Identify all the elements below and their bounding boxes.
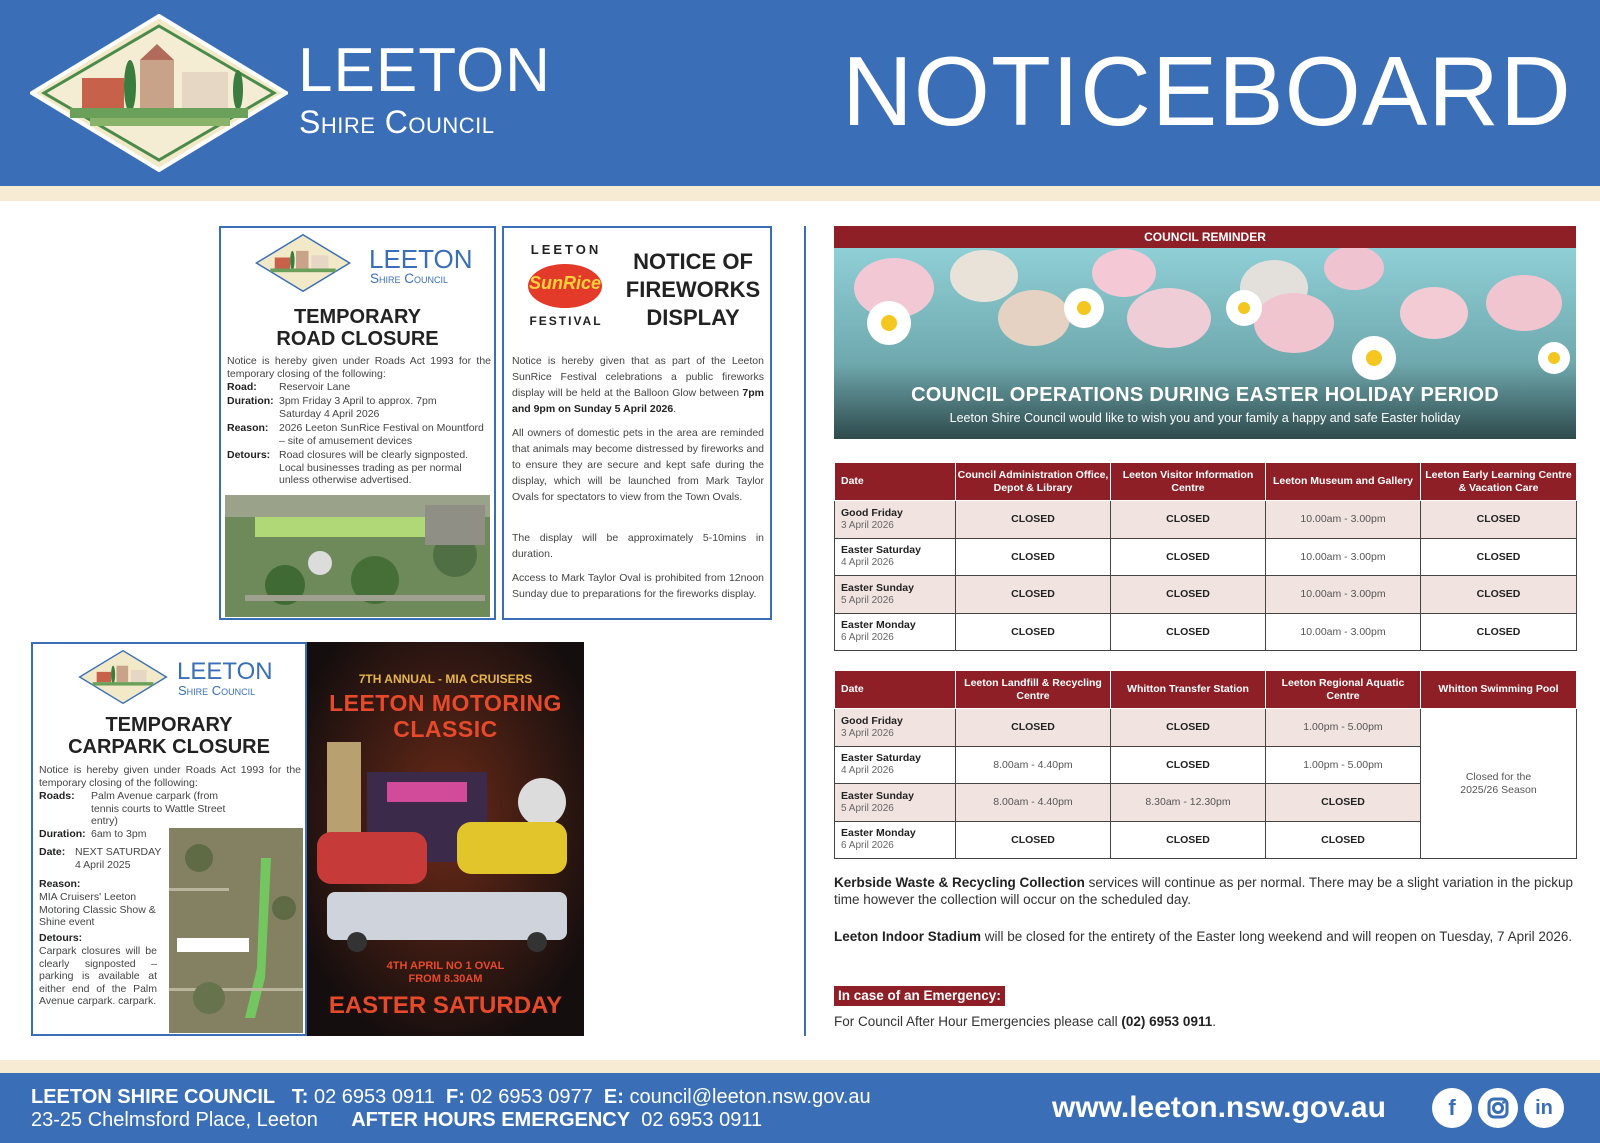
column-header: Date: [835, 671, 956, 709]
table-cell: 8.30am - 12.30pm: [1111, 784, 1266, 822]
poster-details-line2: FROM 8.30AM: [408, 973, 483, 985]
table-cell: 1.00pm - 5.00pm: [1266, 746, 1421, 784]
road-closure-notice: [219, 226, 496, 620]
table-cell: CLOSED: [956, 709, 1111, 747]
emergency-note: For Council After Hour Emergencies please call (02) 6953 0911.: [834, 1014, 1216, 1029]
reason-value: MIA Cruisers' Leeton Motoring Classic Show & Shine event: [39, 891, 156, 929]
table-row: [835, 576, 1577, 614]
table-cell: CLOSED: [1421, 501, 1577, 539]
notice-title-line1: TEMPORARY: [293, 306, 422, 328]
table-cell: CLOSED: [1111, 576, 1266, 614]
notice-intro: Notice is hereby given under Roads Act 1993 for the temporary closing of the following:: [227, 355, 491, 380]
table-header-row: [835, 463, 1577, 501]
table-cell: CLOSED: [1421, 613, 1577, 651]
fireworks-paragraph-3: The display will be approximately 5-10mins in duration.: [512, 532, 764, 560]
sunrice-badge: [528, 264, 602, 308]
table-cell: 10.00am - 3.00pm: [1266, 501, 1421, 539]
table-header-row: [835, 671, 1577, 709]
date-cell: Good Friday 3 April 2026: [835, 501, 956, 539]
festival-bottom-text: FESTIVAL: [529, 314, 603, 328]
reason-label: Reason:: [227, 422, 269, 434]
fireworks-notice: [502, 226, 772, 620]
table-cell: 10.00am - 3.00pm: [1266, 613, 1421, 651]
column-divider: [804, 226, 806, 1036]
footer-contact-line: LEETON SHIRE COUNCIL T: 02 6953 0911 F: 02 6953 0977 E: council@leeton.nsw.gov.au: [31, 1086, 871, 1108]
notice-title-line1: TEMPORARY: [105, 714, 233, 736]
duration-value: 3pm Friday 3 April to approx. 7pm Saturday 4 April 2026: [279, 395, 437, 420]
council-logo-small: [249, 234, 357, 292]
mini-brand-name: LEETON: [177, 658, 273, 685]
festival-top-text: LEETON: [530, 242, 602, 257]
column-header: Leeton Museum and Gallery: [1266, 463, 1421, 501]
footer-address-line: 23-25 Chelmsford Place, Leeton AFTER HOURS EMERGENCY 02 6953 0911: [31, 1109, 763, 1131]
date-cell: Easter Monday 6 April 2026: [835, 613, 956, 651]
table-cell: CLOSED: [1266, 784, 1421, 822]
sunrice-festival-logo: [520, 242, 610, 334]
table-cell: CLOSED: [1111, 538, 1266, 576]
detours-value: Carpark closures will be clearly signposted – parking is available at either end of the Palm Avenue carpark. carpark.: [39, 945, 157, 1008]
table-cell: CLOSED: [956, 576, 1111, 614]
date-label: Date:: [39, 846, 66, 858]
date-cell: Easter Sunday 5 April 2026: [835, 784, 956, 822]
table-cell: 8.00am - 4.40pm: [956, 784, 1111, 822]
reason-value: 2026 Leeton SunRice Festival on Mountford – site of amusement devices: [279, 422, 484, 447]
roads-value: Palm Avenue carpark (from tennis courts to Wattle Street entry): [91, 790, 226, 828]
table-row: [835, 709, 1577, 747]
table-cell: CLOSED: [956, 613, 1111, 651]
fireworks-paragraph-1: Notice is hereby given that as part of the Leeton SunRice Festival celebrations a public fireworks display will be held at the Balloon Glow between 7pm and 9pm on Sunday 5 April 2026.: [512, 355, 764, 415]
duration-value: 6am to 3pm: [91, 828, 147, 840]
emergency-phone-link[interactable]: (02) 6953 0911: [1121, 1014, 1213, 1029]
brand-subtitle: Shire Council: [299, 104, 495, 140]
facebook-icon[interactable]: f: [1432, 1088, 1472, 1128]
road-value: Reservoir Lane: [279, 381, 351, 393]
operations-table-2: [834, 670, 1577, 859]
table-cell: 10.00am - 3.00pm: [1266, 576, 1421, 614]
duration-label: Duration:: [227, 395, 274, 407]
motoring-classic-poster: [307, 642, 584, 1036]
date-cell: Easter Saturday 4 April 2026: [835, 538, 956, 576]
carpark-closure-notice: [31, 642, 307, 1036]
road-label: Road:: [227, 381, 257, 393]
date-cell: Easter Monday 6 April 2026: [835, 821, 956, 859]
table-row: [835, 613, 1577, 651]
fireworks-paragraph-4: Access to Mark Taylor Oval is prohibited from 12noon Sunday due to preparations for the fireworks display.: [512, 572, 764, 600]
table-row: [835, 538, 1577, 576]
website-link[interactable]: www.leeton.nsw.gov.au: [1052, 1091, 1386, 1124]
carpark-closure-map: [169, 828, 303, 1033]
duration-label: Duration:: [39, 828, 86, 840]
detours-value: Road closures will be clearly signposted. Local businesses trading as per normal unless otherwise advertised.: [279, 449, 469, 487]
table-cell: CLOSED: [1111, 501, 1266, 539]
date-value-1: NEXT SATURDAY: [75, 846, 162, 858]
date-cell: Good Friday 3 April 2026: [835, 709, 956, 747]
notice-intro: Notice is hereby given under Roads Act 1993 for the temporary closing of the following:: [39, 764, 301, 789]
emergency-tag: In case of an Emergency:: [834, 986, 1005, 1006]
header-banner: [0, 0, 1600, 186]
reminder-bar: COUNCIL REMINDER: [834, 226, 1576, 248]
kerbside-note: Kerbside Waste & Recycling Collection services will continue as per normal. There may be a slight variation in the pickup time however the collection will occur on the scheduled day.: [834, 875, 1574, 907]
council-logo: [30, 14, 288, 172]
column-header: Leeton Early Learning Centre & Vacation Care: [1421, 463, 1577, 501]
table-cell: CLOSED: [1111, 746, 1266, 784]
operations-table-1: [834, 462, 1577, 651]
sunrice-text: SunRice: [528, 273, 602, 293]
fireworks-title-line2: FIREWORKS: [625, 277, 761, 302]
date-cell: Easter Saturday 4 April 2026: [835, 746, 956, 784]
page-title: NOTICEBOARD: [842, 36, 1572, 146]
roads-label: Roads:: [39, 790, 75, 802]
table-cell: 8.00am - 4.40pm: [956, 746, 1111, 784]
table-cell: CLOSED: [1421, 538, 1577, 576]
brand-name: LEETON: [298, 36, 551, 105]
table-row: [835, 501, 1577, 539]
email-link[interactable]: council@leeton.nsw.gov.au: [629, 1086, 871, 1108]
table-cell: 1.00pm - 5.00pm: [1266, 709, 1421, 747]
mini-brand-name: LEETON: [369, 244, 473, 274]
fireworks-title-line1: NOTICE OF: [633, 249, 753, 274]
table-cell: CLOSED: [956, 821, 1111, 859]
footer-divider: [0, 1060, 1600, 1073]
poster-title-line1: LEETON MOTORING: [329, 690, 562, 716]
notice-title-line2: CARPARK CLOSURE: [68, 736, 270, 758]
date-cell: Easter Sunday 5 April 2026: [835, 576, 956, 614]
fireworks-paragraph-2: All owners of domestic pets in the area are reminded that animals may become distressed by fireworks and to ensure they are secure and kept safe during the display, which will be launched from Mark Taylor Ovals for spectators to view from the Town Ovals.: [512, 427, 764, 503]
column-header: Council Administration Office, Depot & Library: [956, 463, 1111, 501]
column-header: Leeton Regional Aquatic Centre: [1266, 671, 1421, 709]
fireworks-title-line3: DISPLAY: [646, 305, 740, 330]
stadium-note: Leeton Indoor Stadium will be closed for the entirety of the Easter long weekend and will reopen on Tuesday, 7 April 2026.: [834, 929, 1573, 944]
easter-title: COUNCIL OPERATIONS DURING EASTER HOLIDAY PERIOD: [911, 384, 1499, 406]
poster-title-line2: CLASSIC: [393, 716, 498, 742]
easter-banner: [834, 248, 1576, 439]
phone-link[interactable]: 02 6953 0911: [314, 1086, 435, 1108]
column-header: Whitton Transfer Station: [1111, 671, 1266, 709]
column-header: Leeton Visitor Information Centre: [1111, 463, 1266, 501]
council-logo-small: [75, 650, 171, 704]
poster-details-line1: 4TH APRIL NO 1 OVAL: [386, 960, 505, 972]
reason-label: Reason:: [39, 878, 81, 890]
column-header: Whitton Swimming Pool: [1421, 671, 1577, 709]
poster-bottom-line: EASTER SATURDAY: [328, 992, 563, 1019]
table-cell: CLOSED: [956, 501, 1111, 539]
detours-label: Detours:: [227, 449, 271, 461]
table-cell: CLOSED: [1111, 821, 1266, 859]
notice-title-line2: ROAD CLOSURE: [276, 328, 439, 350]
poster-top-line: 7TH ANNUAL - MIA CRUISERS: [358, 672, 533, 686]
table-cell: 10.00am - 3.00pm: [1266, 538, 1421, 576]
emergency-phone-link[interactable]: 02 6953 0911: [641, 1109, 763, 1131]
linkedin-icon[interactable]: in: [1524, 1088, 1564, 1128]
table-cell: CLOSED: [956, 538, 1111, 576]
mini-brand-sub: Shire Council: [178, 683, 256, 698]
instagram-icon[interactable]: [1478, 1088, 1518, 1128]
column-header: Date: [835, 463, 956, 501]
table-cell: CLOSED: [1111, 709, 1266, 747]
table-cell: CLOSED: [1266, 821, 1421, 859]
date-value-2: 4 April 2025: [75, 859, 131, 871]
table-cell: CLOSED: [1111, 613, 1266, 651]
mini-brand-sub: Shire Council: [370, 271, 449, 286]
swimming-pool-cell: Closed for the 2025/26 Season: [1421, 709, 1577, 859]
road-closure-map: [225, 495, 490, 617]
header-divider: [0, 186, 1600, 201]
easter-subtitle: Leeton Shire Council would like to wish you and your family a happy and safe Easter holiday: [949, 411, 1461, 425]
column-header: Leeton Landfill & Recycling Centre: [956, 671, 1111, 709]
detours-label: Detours:: [39, 932, 83, 944]
table-cell: CLOSED: [1421, 576, 1577, 614]
